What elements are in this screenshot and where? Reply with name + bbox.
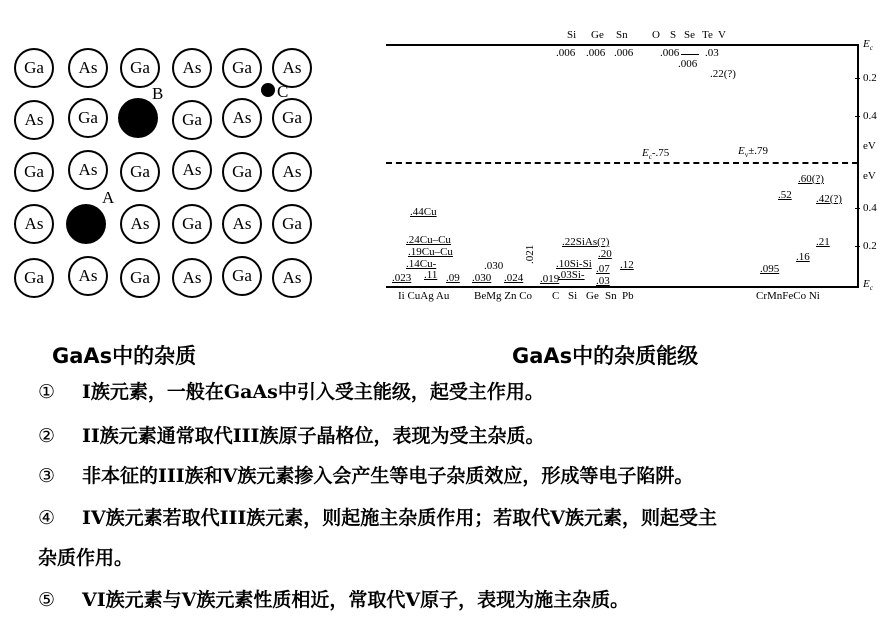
element-si: Si [567,29,577,41]
element-pb: Pb [622,290,634,302]
atom-as: As [272,258,312,298]
atom-ga: Ga [272,204,312,244]
acceptor-level-be: .030 [472,272,492,284]
atom-as: As [172,258,212,298]
midgap-label-ec: $E_c-.75$ [642,147,670,162]
point-3: ③ 非本征的III族和V族元素掺入会产生等电子杂质效应，形成等电子陷阱。 [38,465,694,487]
element-sn: Sn [605,290,617,302]
chart-caption: GaAs中的杂质能级 [512,344,699,368]
atom-as: As [68,256,108,296]
atom-ga: Ga [222,256,262,296]
point-4: ④ IV族元素若取代III族元素，则起施主杂质作用；若取代V族元素，则起受主 [38,507,718,529]
point-2: ② II族元素通常取代III族原子晶格位，表现为受主杂质。 [38,425,545,447]
acceptor-level-cu: .24Cu–Cu [406,234,451,246]
acceptor-level-co: .21 [816,236,830,248]
atom-ga: Ga [14,258,54,298]
element-si: Si [568,290,578,302]
point-1: ① I族元素，一般在GaAs中引入受主能级，起受主作用。 [38,381,544,403]
acceptor-level-cr: .095 [760,263,780,275]
midgap-dashed-line [386,162,858,164]
element-s: S [670,29,677,41]
level-bar [681,54,699,55]
atom-ga: Ga [14,152,54,192]
atom-ga: Ga [222,48,262,88]
axis-tick-label: 0.4 [863,110,877,122]
atom-as: As [14,100,54,140]
atom-as: As [222,204,262,244]
midgap-label-ev: $E_v\pm.79$ [738,145,769,160]
axis-ec-bottom: $E_c$ [863,278,873,293]
acceptor-level-co-vertical: .021 [524,244,536,264]
atom-ga: Ga [272,98,312,138]
acceptor-level-pb: .12 [620,259,634,271]
point-4-continued: 杂质作用。 [38,547,134,569]
axis-tick [855,208,860,209]
valence-band-line [386,286,858,288]
acceptor-level-c: .019 [540,273,560,285]
acceptor-level-ge: .07 [596,263,610,275]
acceptor-level-mn: .16 [796,251,810,263]
acceptor-level-li: .023 [392,272,412,284]
atom-as: As [172,150,212,190]
acceptor-level-cu: .14Cu- [406,258,437,270]
atom-as: As [172,48,212,88]
acceptor-level-cu: .19Cu–Cu [408,246,453,258]
acceptor-level-cu: .44Cu [410,206,437,218]
atom-ga: Ga [120,48,160,88]
element-ge: Ge [586,290,599,302]
axis-tick-label: 0.2 [863,240,877,252]
element-row: BeMg Zn Co [474,290,533,302]
axis-ec-top: $E_c$ [863,38,873,53]
atom-ga: Ga [120,258,160,298]
impurity-a-label: A [102,188,115,207]
atom-as: As [68,150,108,190]
point-5: ⑤ VI族元素与V族元素性质相近，常取代V原子，表现为施主杂质。 [38,589,630,611]
atom-ga: Ga [172,100,212,140]
donor-level: .22(?) [710,68,736,80]
element-row: CrMnFeCo Ni [756,290,820,302]
acceptor-level-ni: .42(?) [816,193,842,205]
donor-level: .006 [556,47,576,59]
donor-level: .03 [705,47,719,59]
atom-ga: Ga [172,204,212,244]
atom-as: As [222,98,262,138]
impurity-b-dot [118,98,158,138]
acceptor-level-ge: .03 [596,275,610,287]
impurity-c-label: C [277,82,289,101]
atom-ga: Ga [68,98,108,138]
atom-as: As [68,48,108,88]
impurity-a-dot [66,204,106,244]
acceptor-level-fe: .52 [778,189,792,201]
atom-ga: Ga [14,48,54,88]
element-row: Ii CuAg Au [398,290,450,302]
atom-ga: Ga [120,152,160,192]
element-sn: Sn [616,29,628,41]
atom-as: As [14,204,54,244]
donor-level: .006 [614,47,634,59]
donor-level: .006 [660,47,680,59]
acceptor-level-mg: .030 [484,260,504,272]
acceptor-level-zn: .024 [504,272,524,284]
energy-level-chart [380,20,892,310]
atom-ga: Ga [222,152,262,192]
lattice-caption: GaAs中的杂质 [52,344,197,368]
impurity-c-dot [261,83,275,97]
acceptor-level-si: .10Si-Si [556,258,592,270]
element-o: O [652,29,660,41]
gaas-lattice-diagram [14,48,314,306]
acceptor-level-si: .03Si- [558,269,585,281]
axis-unit: eV [863,170,876,182]
acceptor-level-ni: .60(?) [798,173,824,185]
axis-tick-label: 0.4 [863,202,877,214]
axis-unit: eV [863,140,876,152]
element-v: V [718,29,726,41]
acceptor-level-si: .22SiAs(?) [562,236,610,248]
atom-as: As [272,152,312,192]
atom-as: As [272,48,312,88]
axis-tick [855,78,860,79]
acceptor-level-au: .09 [446,272,460,284]
element-se: Se [684,29,695,41]
element-c: C [552,290,560,302]
conduction-band-line [386,44,858,46]
donor-level: .006 [586,47,606,59]
element-te: Te [702,29,713,41]
acceptor-level-ag: .11 [424,269,438,281]
atom-as: As [120,204,160,244]
acceptor-level-ge: .20 [598,248,612,260]
element-ge: Ge [591,29,604,41]
axis-tick [855,246,860,247]
axis-tick [855,116,860,117]
axis-tick-label: 0.2 [863,72,877,84]
impurity-b-label: B [152,84,164,103]
energy-axis [857,44,859,288]
donor-level: .006 [678,58,698,70]
